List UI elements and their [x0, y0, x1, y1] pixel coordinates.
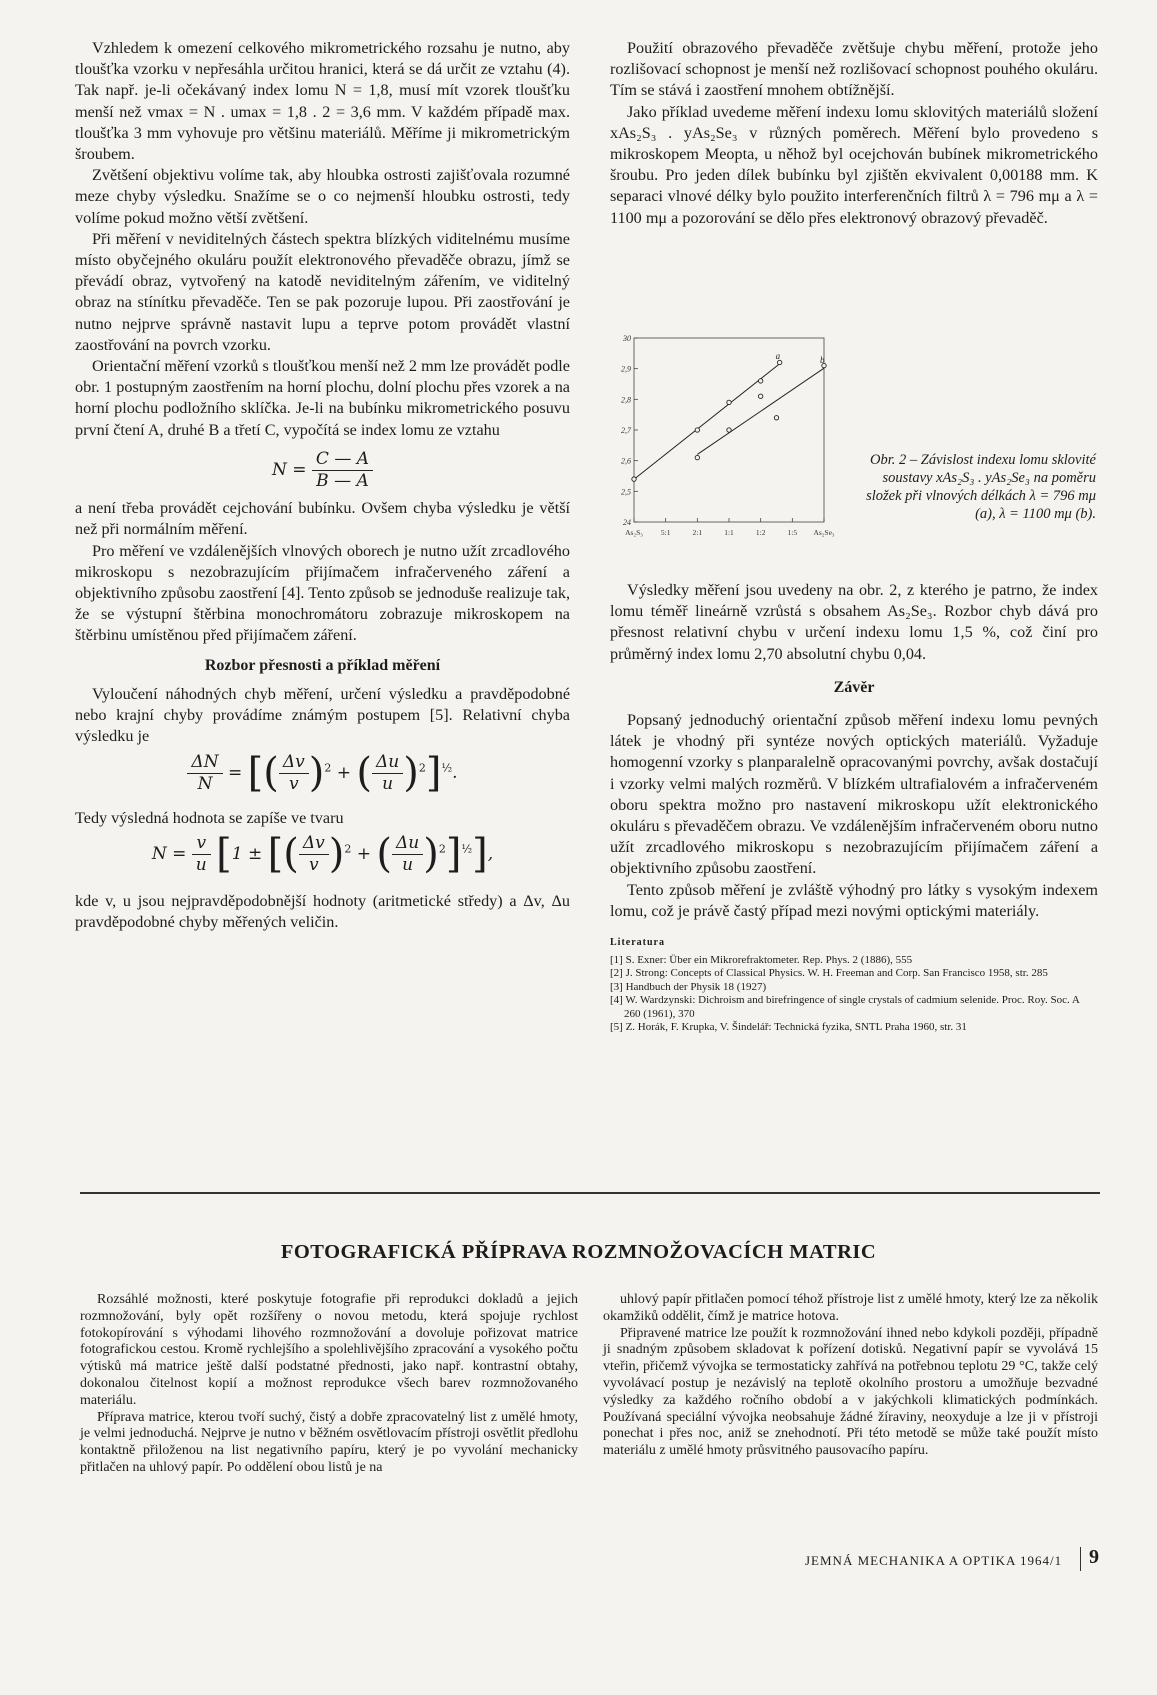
formula-index [75, 449, 570, 492]
reference-item: [4] W. Wardzynski: Dichroism and birefringence of single crystals of cadmium selenide. Proc. Roy. Soc. A 260 (1961), 370 [610, 994, 1080, 1020]
numerator: C — A [312, 449, 373, 471]
section-heading: Rozbor přesnosti a příklad měření [204, 656, 441, 674]
paragraph: Připravené matrice lze použít k rozmnožování ihned nebo kdykoli později, případně ji snadným způsobem skladovat k pořízení dotisků. Negativní papír se vyvolává 15 vteřin, přičemž vývojka se termostaticky zahřívá na potřebnou teplotu 29 °C, takže celý vyvolávací postup je nezávislý na teplotě okolního prostoru a umožňuje bezvadné výsledky za každého ročního období a v jakýchkoli klimatických podmínkách. Používaná speciální vývojka neobsahuje žádné žíraviny, neoxyduje a lze ji v přístroji ponechat i přes noc, aniž se znehodnotí. Při této metodě se může také použít místo materiálu z umělé hmoty průsvitného pausovacího papíru. [603, 1325, 1098, 1459]
paragraph: Rozsáhlé možnosti, které poskytuje fotografie při reprodukci dokladů a jejich rozmnožování, byly opět rozšířeny o novou metodu, která spojuje rychlost fotokopírování s výhodami lihového rozmnožování a dovoluje pořizovat matrice fotografickou cestou. Kromě rychlejšího a spolehlivějšího zpracování a vysokého počtu výtisků má matrice ještě další podstatné přednosti, jako např. kontrastní obtahy, dokonalou čitelnost kopií a možnost reprodukce všech barev rozmnožovaného materiálu. [80, 1292, 578, 1408]
right-column-bottom [610, 580, 1098, 1035]
chart-axes [621, 334, 835, 537]
reference-item: [2] J. Strong: Concepts of Classical Physics. W. H. Freeman and Corp. San Francisco 1958, str. 285 [610, 967, 1048, 980]
formula-relative-error: $\frac{\Delta N}{N}$ = [( $\frac{\Delta v}{v}$ )$^2$ + ( $\frac{\Delta u}{u}$ )$^2$]$^{\frac{1}{2}}$. [75, 752, 570, 806]
x-tick-label: 1:1 [724, 528, 734, 537]
series-b-point [727, 428, 731, 432]
paragraph: Vyloučení náhodných chyb měření, určení výsledku a pravděpodobné nebo krajní chyby provádíme známým postupem [5]. Relativní chyba výsledku je [75, 684, 570, 746]
footer-divider [1080, 1547, 1081, 1571]
paragraph: Tento způsob měření je zvláště výhodný pro látky s vysokým indexem lomu, což je právě častý případ mezi novými optickými materiály. [610, 880, 1098, 920]
page-number: 9 [1089, 1546, 1099, 1568]
series-a-label: a [775, 350, 781, 361]
series-a-point [777, 360, 781, 364]
chart-marks [632, 351, 826, 482]
series-a-point [632, 477, 636, 481]
journal-footer: JEMNÁ MECHANIKA A OPTIKA 1964/1 [805, 1553, 1063, 1568]
paragraph: Příprava matrice, kterou tvoří suchý, čistý a dobře zpracovatelný list z umělé hmoty, je velmi jednoduchá. Nejprve je nutno v běžném osvětlovacím přístroji osvětlit předlohu kontaktně přiloženou na list negativního papíru, který je po vyvolání mechanicky přitlačen na uhlový papír. Po oddělení obou listů je na [80, 1409, 578, 1475]
series-b-point [758, 394, 762, 398]
paragraph: Výsledky měření jsou uvedeny na obr. 2, z kterého je patrno, že index lomu téměř lineárně vzrůstá s obsahem As₂Se₃. Rozbor chyb dává pro přesnost relativní chybu v určení indexu lomu 1,5 %, což činí pro průměrný index lomu 2,70 absolutní chybu 0,04. [610, 581, 1098, 663]
paragraph: Popsaný jednoduchý orientační způsob měření indexu lomu pevných látek je vhodný při syntéze nových optických materiálů. Vyžaduje homogenní vzorky s planparalelně opracovanými povrchy, avšak dostačují i vzorky velmi malých rozměrů. V blízkém ultrafialovém a infračerveném oboru spektra možno pro nastavení mikroskopu užít elektronického okuláru s převaděčem obrazu. Ve vzdálenějším infračerveném oboru nutno užít zrcadlového mikroskopu s nezobrazujícím přijímačem záření a objektivního způsobu zaostření. [610, 711, 1098, 878]
figure-2-chart [600, 326, 840, 551]
x-tick-label: 5:1 [660, 528, 671, 537]
reference-item: [5] Z. Horák, F. Krupka, V. Šindelář: Technická fyzika, SNTL Praha 1960, str. 31 [610, 1021, 967, 1034]
y-tick-label: 2,8 [621, 395, 631, 405]
paragraph: Při měření v neviditelných částech spektra blízkých viditelnému musíme místo obyčejného okuláru použít elektronového převaděče obrazu, jímž se převádí obraz, vytvořený na katodě neviditelným zářením, ve viditelný obraz na stínítku převaděče. Ten se pak pozoruje lupou. Při zaostřování je nutno nejprve správně nastavit lupu a teprve potom provádět vlastní zaostřování na povrch vzorku. [75, 229, 570, 354]
series-b-point [774, 416, 778, 420]
denominator: B — A [316, 471, 369, 492]
series-b-point [695, 455, 699, 459]
left-column [75, 38, 570, 933]
paragraph: a není třeba provádět cejchování bubínku. Ovšem chyba výsledku je větší než při normálním měření. [75, 499, 570, 539]
y-tick-label: 24 [623, 518, 631, 527]
y-tick-label: 2,6 [621, 456, 631, 466]
y-tick-label: 2,9 [621, 364, 631, 374]
references [610, 936, 1098, 1035]
formula-lhs: N = [271, 460, 307, 481]
x-tick-label: 1:5 [787, 528, 798, 537]
paragraph: Orientační měření vzorků s tloušťkou menší než 2 mm lze provádět podle obr. 1 postupným zaostřením na horní plochu, dolní plochu přes vzorek a na horní plochu podložního sklíčka. Je-li na bubínku mikrometrického posuvu první čtení A, druhé B a třetí C, vypočítá se index lomu ze vztahu [75, 357, 570, 439]
horizontal-divider [80, 1192, 1100, 1194]
x-tick-label: As₂Se₃ [813, 528, 835, 537]
series-a-point [695, 428, 699, 432]
reference-item: [3] Handbuch der Physik 18 (1927) [610, 980, 767, 993]
y-tick-label: 2,5 [621, 487, 631, 497]
fraction [312, 449, 373, 492]
paragraph: uhlový papír přitlačen pomocí téhož přístroje list z umělé hmoty, který lze za několik okamžiků oddělit, čímž je matrice hotova. [603, 1292, 1098, 1324]
paragraph: Jako příklad uvedeme měření indexu lomu sklovitých materiálů složení xAs₂S₃ . yAs₂Se₃ v různých poměrech. Měření bylo provedeno s mikroskopem Meopta, u něhož byl ocejchován bubínek mikrometrického šroubu. Pro jeden dílek bubínku byl zjištěn ekvivalent 0,00188 mm. K separaci vlnové délky bylo použito interferenčních filtrů λ = 796 mμ a λ = 1100 mμ a pozorování se dělo přes elektronový obrazový převaděč. [610, 102, 1098, 227]
reference-item: [1] S. Exner: Über ein Mikrorefraktometer. Rep. Phys. 2 (1886), 555 [610, 953, 913, 966]
x-tick-label: 2:1 [692, 528, 703, 537]
y-tick-label: 2,7 [621, 426, 631, 435]
series-a-point [727, 400, 731, 404]
x-tick-label: 1:2 [755, 528, 766, 537]
right-column-top [610, 38, 1098, 229]
paragraph: Zvětšení objektivu volíme tak, aby hloubka ostrosti zajišťovala rozumné meze chyby výsledku. Snažíme se o co nejmenší hloubku ostrosti, tedy volíme pokud možno větší zvětšení. [75, 166, 570, 227]
article2-right-column [603, 1292, 1098, 1460]
formula-result: N = $\frac{v}{u}$ [1 ± [( $\frac{\Delta v}{v}$ )$^2$ + ( $\frac{\Delta u}{u}$ )$^2$]$^{\frac{1}{2}}$], [151, 830, 494, 877]
y-tick-label: 30 [623, 334, 631, 343]
series-a-point [758, 379, 762, 383]
paragraph: Pro měření ve vzdálenějších vlnových oborech je nutno užít zrcadlového mikroskopu s nezobrazujícím přijímačem infračerveného záření a objektivního způsobu zaostření [4]. Tento způsob se jednoduše realizuje tak, že se výstupní štěrbina monochromátoru zobrazuje mikroskopem na štěrbinu umístěnou před přijímačem záření. [75, 541, 570, 645]
references-title: Literatura [610, 937, 665, 949]
figure-caption: Obr. 2 – Závislost indexu lomu sklovité soustavy xAs₂S₃ . yAs₂Se₃ na poměru složek při vlnových délkách λ = 796 mμ (a), λ = 1100 mμ (b). [866, 452, 1096, 522]
article-title: FOTOGRAFICKÁ PŘÍPRAVA ROZMNOŽOVACÍCH MATRIC [280, 1241, 877, 1263]
paragraph: kde v, u jsou nejpravděpodobnější hodnoty (aritmetické středy) a Δv, Δu pravděpodobné chyby měřených veličin. [75, 891, 570, 931]
paragraph: Použití obrazového převaděče zvětšuje chybu měření, protože jeho rozlišovací schopnost je menší než rozlišovací schopnost pouhého okuláru. Tím se stává i zaostření mnohem obtížnější. [610, 39, 1098, 100]
paragraph: Tedy výsledná hodnota se zapíše ve tvaru [75, 808, 344, 827]
series-a-line [634, 364, 780, 480]
x-tick-label: As₂S₃ [625, 528, 643, 537]
paragraph: Vzhledem k omezení celkového mikrometrického rozsahu je nutno, aby tloušťka vzorku v nepřesáhla určitou hranici, která se dá určit ze vztahu (4). Tak např. je-li očekávaný index lomu N = 1,8, musí mít vzorek tloušťku menší než vmax = N . umax = 1,8 . 2 = 3,6 mm. V každém případě max. tloušťka 3 mm vyhovuje pro většinu materiálů. Měříme ji mikrometrickým šroubem. [75, 39, 570, 164]
fraction: $\frac{\Delta N}{N}$ [187, 752, 222, 795]
series-b-label: b [820, 355, 825, 366]
section-heading: Závěr [833, 678, 875, 696]
article2-left-column [80, 1292, 578, 1477]
